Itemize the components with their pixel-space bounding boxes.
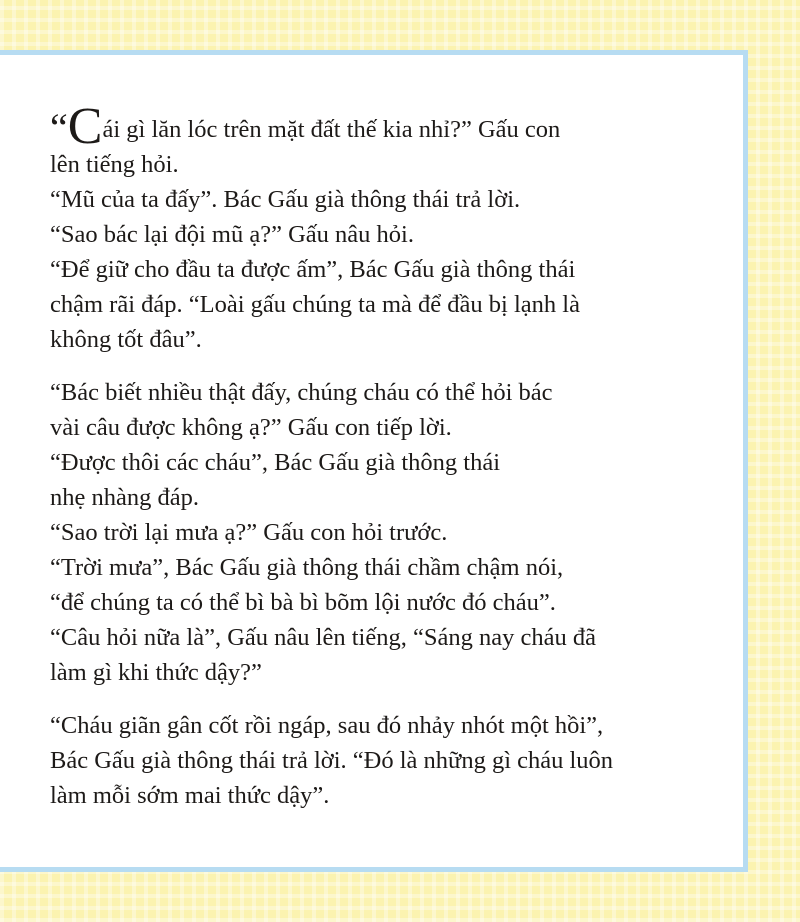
text-line: “Cháu giãn gân cốt rồi ngáp, sau đó nhảy nhót một hồi”,: [50, 712, 604, 739]
text-line: làm gì khi thức dậy?”: [50, 659, 262, 686]
text-line: “Sao trời lại mưa ạ?” Gấu con hỏi trước.: [50, 519, 448, 546]
paragraph-3: [50, 708, 710, 813]
text-line: “Sao bác lại đội mũ ạ?” Gấu nâu hỏi.: [50, 221, 414, 248]
text-line: nhẹ nhàng đáp.: [50, 484, 199, 511]
text-line: “Để giữ cho đầu ta được ấm”, Bác Gấu già thông thái: [50, 256, 576, 283]
paragraph-1: [50, 98, 710, 357]
text-line: “Mũ của ta đấy”. Bác Gấu già thông thái trả lời.: [50, 186, 521, 213]
text-line: “Bác biết nhiều thật đấy, chúng cháu có thể hỏi bác: [50, 379, 553, 406]
text-line: “Câu hỏi nữa là”, Gấu nâu lên tiếng, “Sáng nay cháu đã: [50, 624, 596, 651]
text-line: không tốt đâu”.: [50, 326, 202, 353]
text-line: [50, 98, 710, 155]
text-line: Bác Gấu già thông thái trả lời. “Đó là những gì cháu luôn: [50, 747, 614, 774]
text-line: lên tiếng hỏi.: [50, 151, 179, 178]
drop-quote: “: [50, 105, 68, 150]
text-line: “Trời mưa”, Bác Gấu già thông thái chầm chậm nói,: [50, 554, 564, 581]
paragraph-2: [50, 375, 710, 690]
text-line: “để chúng ta có thể bì bà bì bõm lội nước đó cháu”.: [50, 589, 556, 616]
text-line: vài câu được không ạ?” Gấu con tiếp lời.: [50, 414, 452, 441]
drop-cap: C: [67, 98, 103, 155]
text-line: chậm rãi đáp. “Loài gấu chúng ta mà để đầu bị lạnh là: [50, 291, 580, 318]
text-line-rest: ái gì lăn lóc trên mặt đất thế kia nhỉ?” Gấu con: [102, 116, 561, 143]
text-line: làm mỗi sớm mai thức dậy”.: [50, 782, 330, 809]
text-line: “Được thôi các cháu”, Bác Gấu già thông thái: [50, 449, 501, 476]
story-text: [50, 98, 710, 831]
